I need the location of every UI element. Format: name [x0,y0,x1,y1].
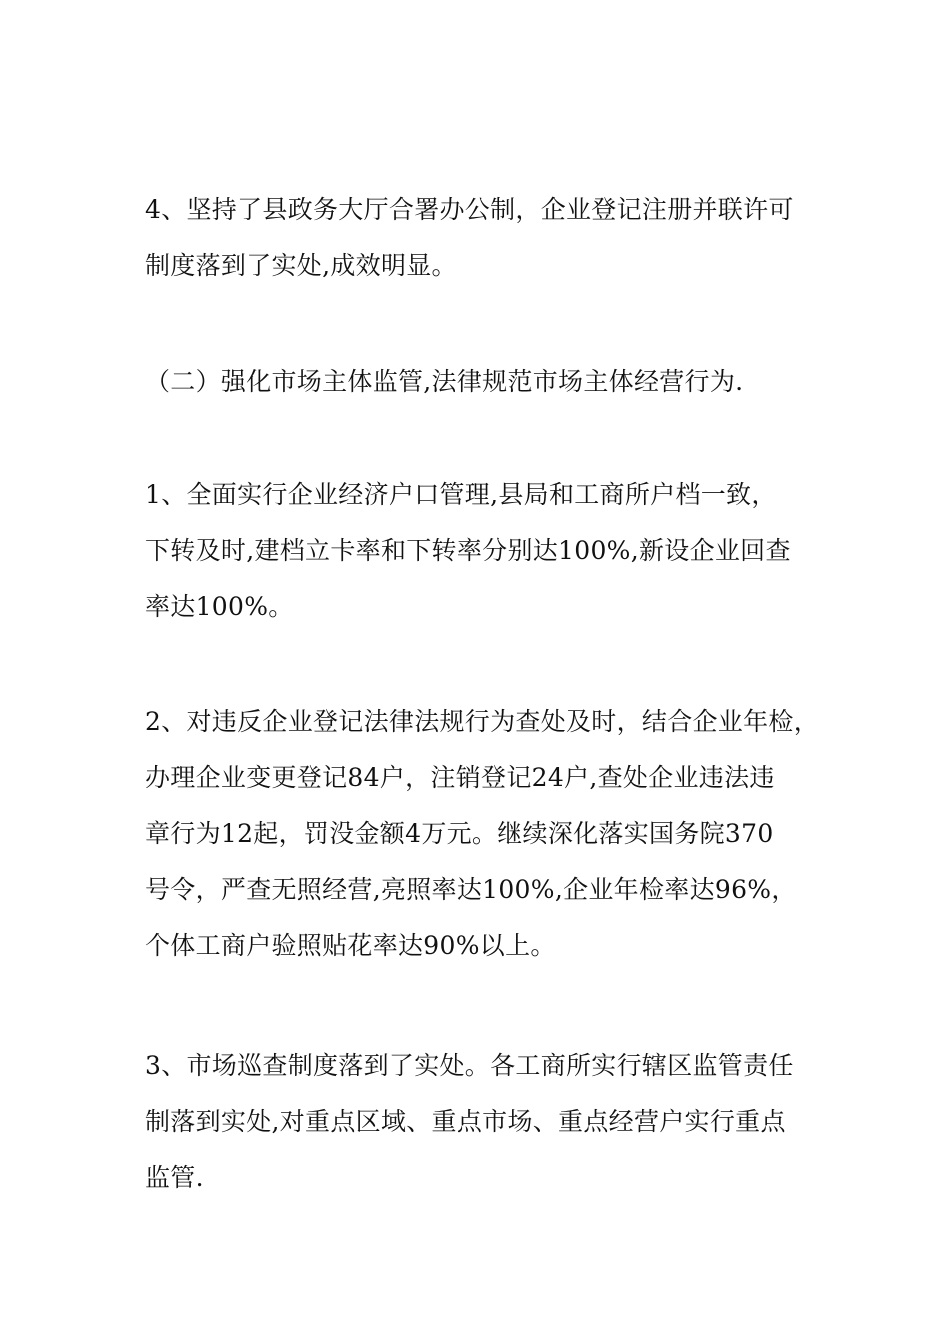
text-line: 下转及时,建档立卡率和下转率分别达100%,新设企业回查 [145,536,791,565]
paragraph-item-2 [145,694,835,974]
text-line: 办理企业变更登记84户，注销登记24户,查处企业违法违 [145,763,775,792]
text-line: 制落到实处,对重点区域、重点市场、重点经营户实行重点 [145,1107,786,1136]
section-heading [145,354,835,410]
text-line: 4、坚持了县政务大厅合署办公制，企业登记注册并联许可 [145,195,794,224]
text-line: 2、对违反企业登记法律法规行为查处及时，结合企业年检， [145,707,820,736]
text-line: 监管. [145,1163,204,1192]
text-line: （二）强化市场主体监管,法律规范市场主体经营行为. [145,367,744,396]
text-line: 3、市场巡查制度落到了实处。各工商所实行辖区监管责任 [145,1051,794,1080]
paragraph-item-1 [145,467,835,635]
text-line: 个体工商户验照贴花率达90%以上。 [145,931,556,960]
text-line: 1、全面实行企业经济户口管理,县局和工商所户档一致， [145,480,777,509]
text-line: 率达100%。 [145,592,294,621]
paragraph-item-4 [145,182,835,294]
paragraph-item-3 [145,1038,835,1206]
text-line: 制度落到了实处,成效明显。 [145,251,457,280]
text-line: 章行为12起，罚没金额4万元。继续深化落实国务院370 [145,819,774,848]
text-line: 号令，严查无照经营,亮照率达100%,企业年检率达96%， [145,875,797,904]
